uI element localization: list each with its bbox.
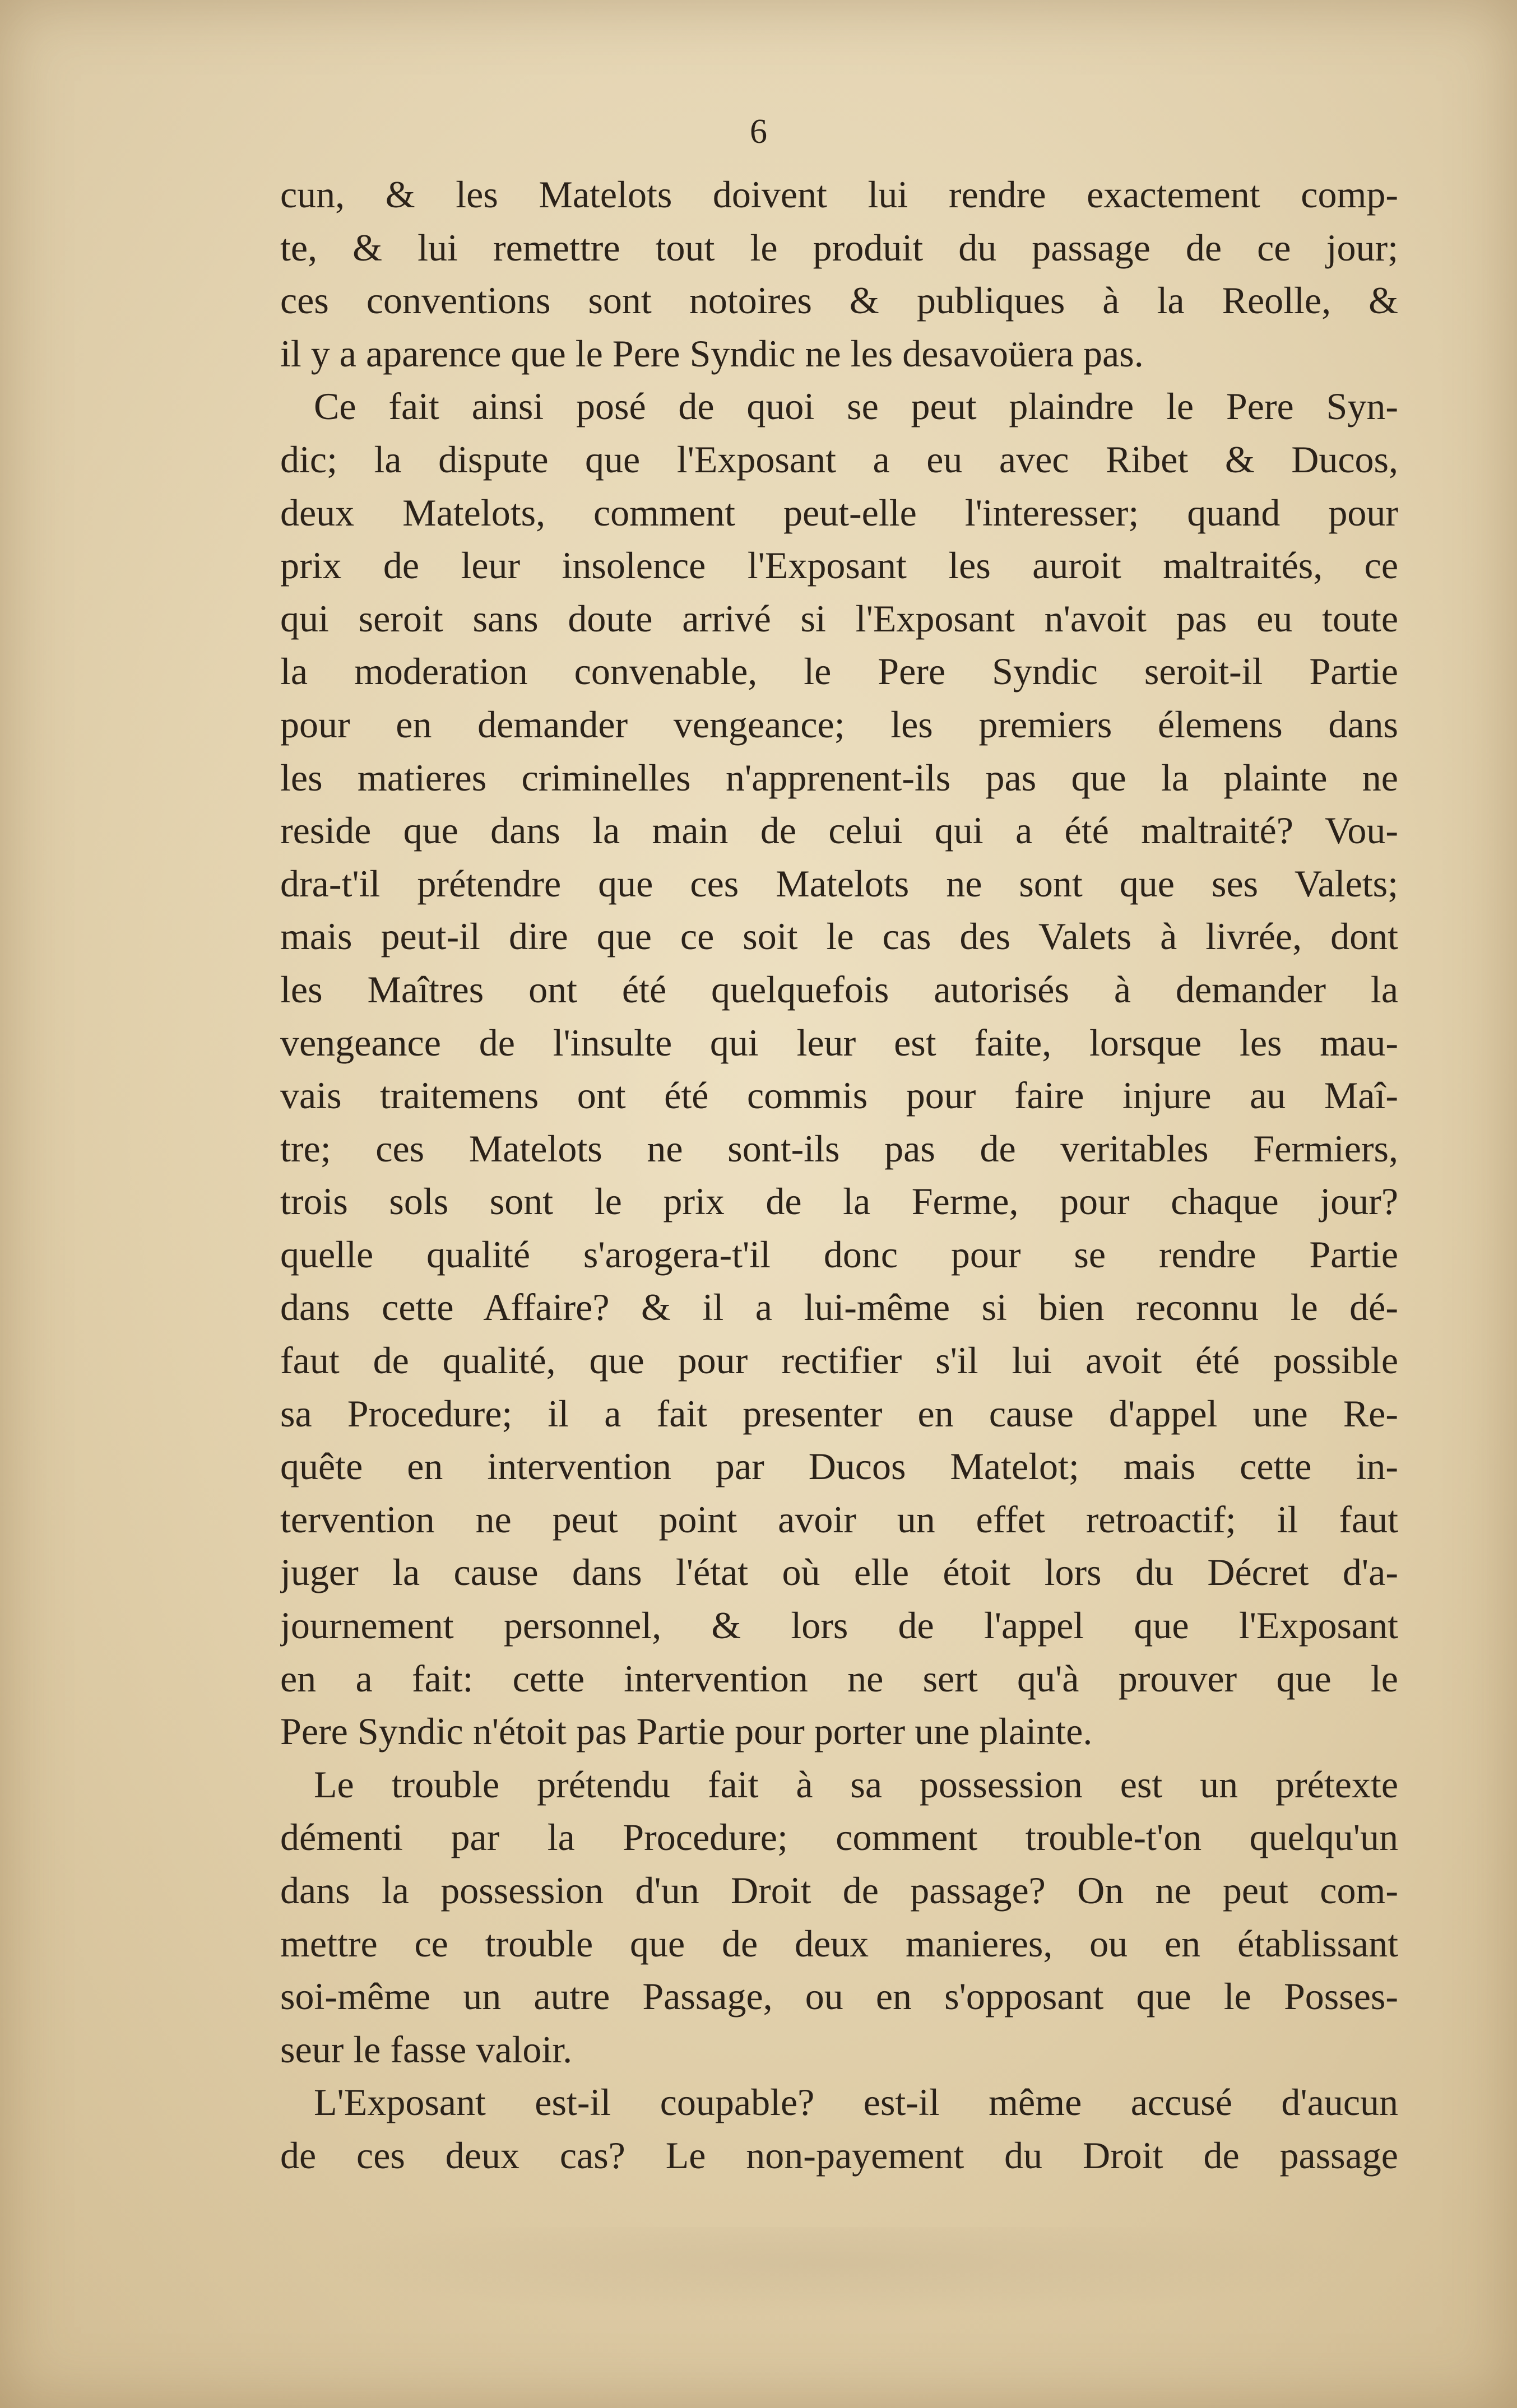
text-line: sa Procedure; il a fait presenter en cause d'appel une Re- [280,1392,1398,1435]
text-line: ces conventions sont notoires & publiques à la Reolle, & [280,279,1398,322]
text-line: vengeance de l'insulte qui leur est faite, lorsque les mau- [280,1021,1398,1064]
paragraph-start: Ce fait ainsi posé de quoi se peut plaindre le Pere Syn- [314,385,1398,428]
text-line: dans la possession d'un Droit de passage? On ne peut com- [280,1869,1398,1912]
text-line: trois sols sont le prix de la Ferme, pour chaque jour? [280,1180,1398,1223]
text-line: tervention ne peut point avoir un effet retroactif; il faut [280,1498,1398,1541]
text-line: quelle qualité s'arogera-t'il donc pour se rendre Partie [280,1233,1398,1276]
text-line: cun, & les Matelots doivent lui rendre exactement comp- [280,173,1398,216]
text-line: mettre ce trouble que de deux manieres, ou en établissant [280,1922,1398,1965]
text-line: les matieres criminelles n'apprenent-ils pas que la plainte ne [280,756,1398,799]
text-line: mais peut-il dire que ce soit le cas des Valets à livrée, dont [280,915,1398,958]
text-line: dans cette Affaire? & il a lui-même si bien reconnu le dé- [280,1286,1398,1329]
text-line: démenti par la Procedure; comment trouble-t'on quelqu'un [280,1816,1398,1859]
text-line: dra-t'il prétendre que ces Matelots ne sont que ses Valets; [280,862,1398,905]
text-line: deux Matelots, comment peut-elle l'interesser; quand pour [280,491,1398,534]
page-number: 6 [750,113,767,151]
text-line: tre; ces Matelots ne sont-ils pas de veritables Fermiers, [280,1127,1398,1170]
paragraph-start: Le trouble prétendu fait à sa possession est un prétexte [314,1763,1398,1806]
paragraph-start: L'Exposant est-il coupable? est-il même accusé d'aucun [314,2081,1398,2124]
text-line: prix de leur insolence l'Exposant les auroit maltraités, ce [280,544,1398,587]
text-line: reside que dans la main de celui qui a été maltraité? Vou- [280,809,1398,852]
text-line: seur le fasse valoir. [280,2028,573,2071]
text-line: soi-même un autre Passage, ou en s'opposant que le Posses- [280,1975,1398,2018]
text-line: les Maîtres ont été quelquefois autorisés à demander la [280,968,1398,1011]
text-line: faut de qualité, que pour rectifier s'il lui avoit été possible [280,1339,1398,1382]
text-line: de ces deux cas? Le non-payement du Droit de passage [280,2133,1398,2177]
body-text [280,168,1398,2182]
text-line: journement personnel, & lors de l'appel que l'Exposant [280,1604,1398,1647]
text-line: il y a aparence que le Pere Syndic ne les desavoüera pas. [280,332,1144,375]
text-line: vais traitemens ont été commis pour faire injure au Maî- [280,1074,1398,1117]
text-line: qui seroit sans doute arrivé si l'Exposant n'avoit pas eu toute [280,597,1398,640]
bleed-through-stain [303,2227,1367,2317]
text-line: dic; la dispute que l'Exposant a eu avec Ribet & Ducos, [280,438,1398,481]
text-line: quête en intervention par Ducos Matelot; mais cette in- [280,1445,1398,1488]
text-line: la moderation convenable, le Pere Syndic seroit-il Partie [280,650,1398,693]
text-line: en a fait: cette intervention ne sert qu'à prouver que le [280,1657,1398,1700]
text-line: pour en demander vengeance; les premiers élemens dans [280,703,1398,746]
text-line: juger la cause dans l'état où elle étoit lors du Décret d'a- [280,1551,1398,1594]
text-line: Pere Syndic n'étoit pas Partie pour porter une plainte. [280,1710,1093,1753]
text-line: te, & lui remettre tout le produit du passage de ce jour; [280,226,1398,269]
